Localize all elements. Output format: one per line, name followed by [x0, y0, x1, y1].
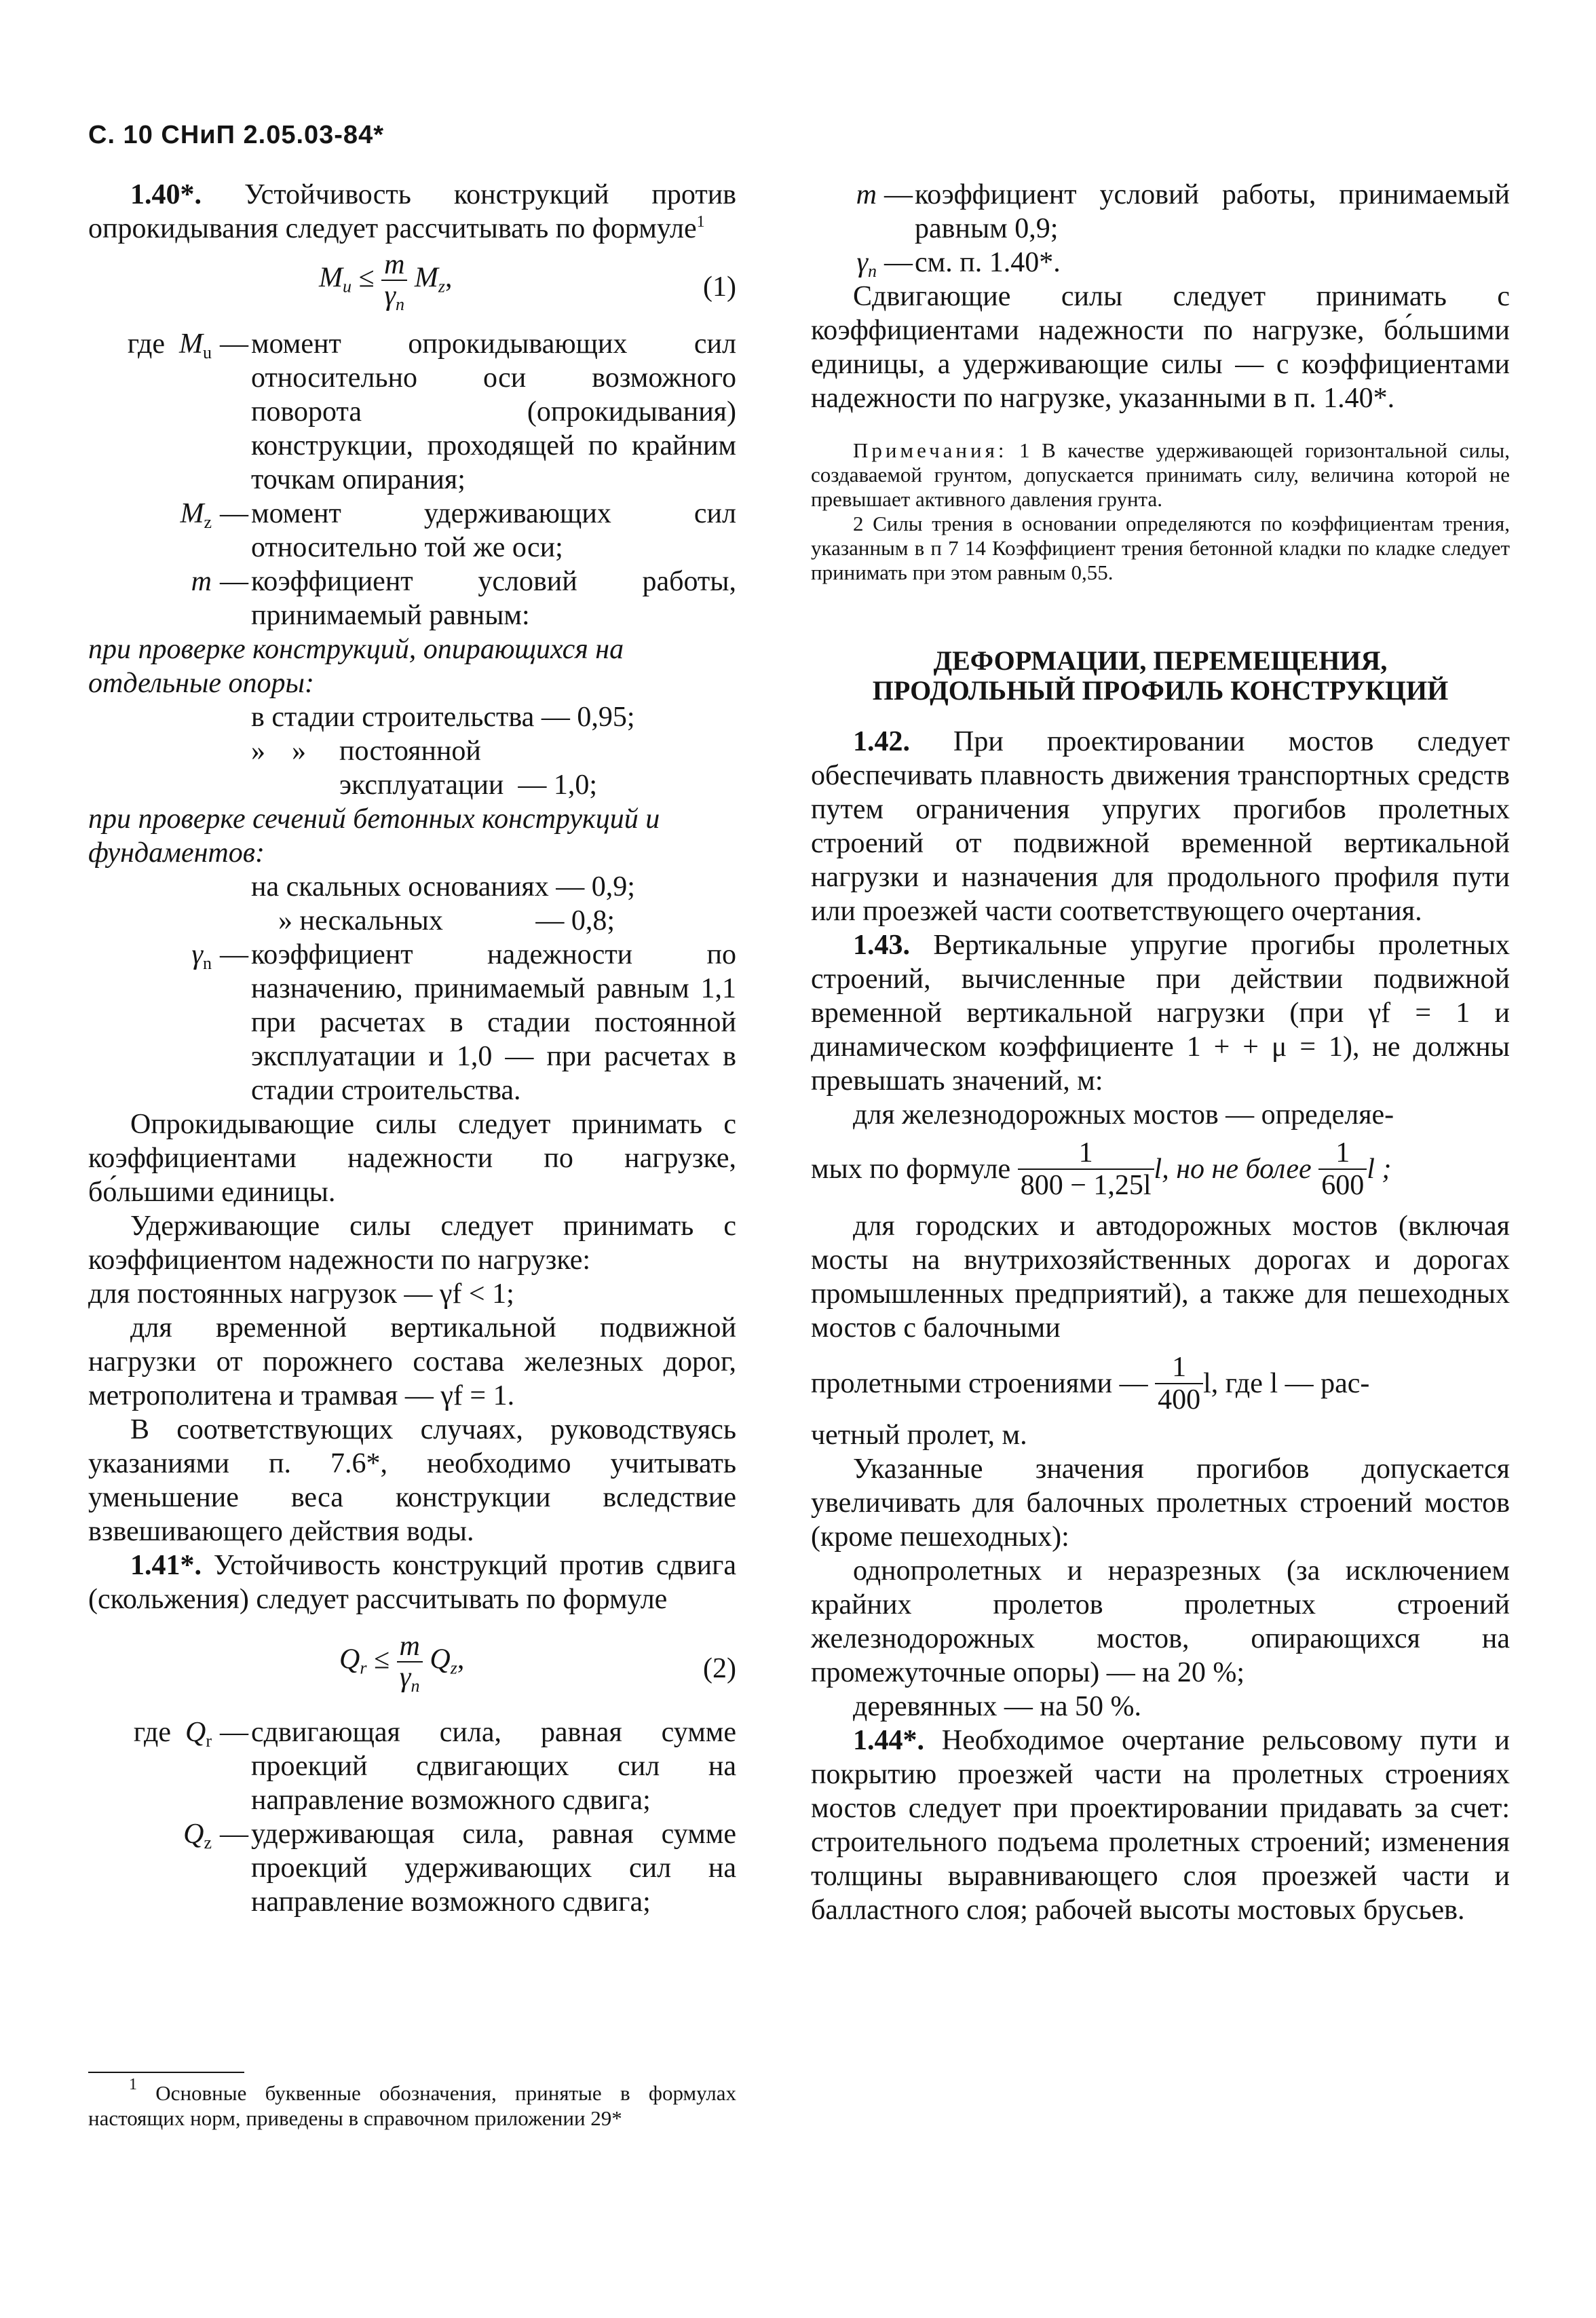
- fraction-denominator: 600: [1321, 1170, 1365, 1201]
- fraction-numerator: m: [397, 1631, 423, 1662]
- definitions-1: где $M_u$ — момент опрокидывающих сил относительно оси возможного поворота (опрокидывания) конструкции, проходящей по крайним точкам опирания; $M_z$ — момент удерживающих сил относительно той же оси; m — коэффициент условий работы, принимаемый равным:: [88, 327, 736, 632]
- clause-text: Вертикальные упругие прогибы пролетных строений, вычисленные при действии подвижной временной вертикальной нагрузки (при γf = 1 и динамическом коэффициенте 1 + + μ = 1), не должны превышать значений, м:: [811, 930, 1510, 1097]
- paragraph: Удерживающие силы следует принимать с коэффициентом надежности по нагрузке:: [88, 1211, 736, 1276]
- formula-number: (1): [703, 271, 736, 303]
- note-text: 1 В качестве удерживающей горизонтальной силы, создаваемой грунтом, допускается принимать силу, величина которой не превышает активного давления грунта.: [811, 438, 1510, 511]
- paragraph: для временной вертикальной подвижной нагрузки от порожнего состава железных дорог, метрополитена и трамвая — γf = 1.: [88, 1312, 736, 1411]
- fraction-denominator: 800 − 1,25l: [1020, 1170, 1152, 1201]
- formula-subscript: u: [343, 276, 352, 297]
- fraction-denominator: 400: [1158, 1384, 1201, 1416]
- formula-subscript: r: [360, 1658, 367, 1678]
- notes: [811, 438, 1510, 585]
- heading-line: ПРОДОЛЬНЫЙ ПРОФИЛЬ КОНСТРУКЦИЙ: [872, 675, 1449, 706]
- paragraph: Опрокидывающие силы следует принимать с коэффициентами надежности по нагрузке, бо́льшими единицы.: [88, 1109, 736, 1208]
- paragraph: для городских и автодорожных мостов (включая мосты на внутрихозяйственных дорогах и дорогах промышленных предприятий), а также для пешеходных мостов с балочными: [811, 1211, 1510, 1344]
- formula-2: [88, 1627, 736, 1715]
- clause-number: 1.42.: [853, 726, 910, 757]
- left-column: [88, 178, 736, 1919]
- clause-text: Устойчивость конструкций против опрокидывания следует рассчитывать по формуле: [88, 179, 737, 244]
- definition-text: коэффициент условий работы, принимаемый равным:: [251, 566, 736, 631]
- formula-fraction: [397, 1631, 423, 1696]
- formula-comma: ,: [457, 1644, 465, 1675]
- formula-text: мых по формуле: [811, 1154, 1011, 1185]
- formula-comma: ,: [445, 262, 453, 294]
- clause-text: Необходимое очертание рельсовому пути и покрытию проезжей части на пролетных строениях мостов следует при проектировании придавать за счет: строительного подъема пролетных строений; изменения толщины выравнивающего слоя проезжей части и балластного слоя; рабочей высоты мостовых брусьев.: [811, 1725, 1510, 1926]
- definition-text: коэффициент условий работы, принимаемый равным 0,9;: [915, 179, 1510, 244]
- where-word: где: [133, 1717, 171, 1748]
- clause-text: Устойчивость конструкций против сдвига (скольжения) следует рассчитывать по формуле: [88, 1550, 736, 1615]
- definition-symbol: $\gamma_n$: [856, 247, 877, 281]
- footnote-divider: [88, 2072, 244, 2073]
- fraction-numerator: 1: [1155, 1352, 1203, 1384]
- page-header: С. 10 СНиП 2.05.03-84*: [88, 121, 384, 149]
- coefficient-list: [88, 870, 736, 938]
- formula-fraction: [381, 249, 407, 314]
- formula-subscript: z: [438, 276, 446, 297]
- fraction-numerator: 1: [1018, 1137, 1154, 1170]
- note-2: 2 Силы трения в основании определяются по коэффициентам трения, указанным в п 7 14 Коэффициент трения бетонной кладки по кладке следует принимать при этом равным 0,55.: [811, 512, 1510, 584]
- fraction-denominator: $\gamma_n$: [384, 280, 405, 314]
- definitions-2: где $Q_r$ — сдвигающая сила, равная сумме проекций сдвигающих сил на направление возможного сдвига; $Q_z$ — удерживающая сила, равная сумме проекций удерживающих сил на направление возможного сдвига;: [88, 1715, 736, 1919]
- formula-text: l, но не более: [1154, 1154, 1312, 1185]
- right-column: [811, 178, 1510, 1927]
- clause-1-43: [811, 928, 1510, 1098]
- definition-symbol: $Q_z$: [183, 1819, 212, 1852]
- clause-number: 1.40*.: [130, 179, 202, 210]
- formula-symbol: Q: [339, 1644, 360, 1675]
- paragraph: В соответствующих случаях, руководствуясь указаниями п. 7.6*, необходимо учитывать уменьшение веса конструкции вследствие взвешивающего действия воды.: [88, 1414, 736, 1547]
- formula-text: l ;: [1367, 1154, 1392, 1185]
- fraction-denominator: $\gamma_n$: [399, 1662, 420, 1696]
- formula-fraction: [1155, 1352, 1203, 1416]
- definition-text: см. п. 1.40*.: [915, 247, 1061, 278]
- formula-number: (2): [703, 1653, 736, 1684]
- formula-operator: ≤: [373, 1644, 390, 1675]
- formula-symbol: Q: [430, 1644, 451, 1675]
- formula-symbol: M: [414, 262, 438, 294]
- coefficient-line: на скальных основаниях — 0,9;: [251, 871, 635, 902]
- footnote: [88, 2076, 736, 2131]
- footnote-text: Основные буквенные обозначения, принятые в формулах настоящих норм, приведены в справочном приложении 29*: [88, 2081, 736, 2130]
- paragraph: деревянных — на 50 %.: [853, 1691, 1142, 1722]
- clause-text: При проектировании мостов следует обеспечивать плавность движения транспортных средств путем ограничения упругих прогибов пролетных строений от подвижной временной вертикальной нагрузки и назначения для продольного профиля пути или проезжей части соответствующего очертания.: [811, 726, 1510, 927]
- clause-1-42: [811, 725, 1510, 928]
- ditto-mark: »: [292, 736, 306, 767]
- formula-fraction: [1018, 1137, 1154, 1201]
- paragraph: для постоянных нагрузок — γf < 1;: [88, 1278, 514, 1310]
- paragraph: Указанные значения прогибов допускается увеличивать для балочных пролетных строений мостов (кроме пешеходных):: [811, 1454, 1510, 1553]
- definition-symbol: m: [191, 566, 212, 597]
- paragraph: однопролетных и неразрезных (за исключением крайних пролетов пролетных строений железнодорожных мостов, опирающихся на промежуточные опоры) — на 20 %;: [811, 1555, 1510, 1688]
- clause-1-44: [811, 1724, 1510, 1927]
- clause-1-41: [88, 1548, 736, 1616]
- clause-number: 1.41*.: [130, 1550, 202, 1581]
- formula-symbol: M: [319, 262, 343, 294]
- section-heading: [811, 646, 1510, 706]
- definition-gamma: $\gamma_n$ — коэффициент надежности по назначению, принимаемый равным 1,1 при расчетах в стадии постоянной эксплуатации и 1,0 — при расчетах в стадии строительства.: [88, 938, 736, 1107]
- definition-symbol: $M_z$: [180, 498, 212, 532]
- definition-text: момент опрокидывающих сил относительно оси возможного поворота (опрокидывания) конструкции, проходящей по крайним точкам опирания;: [251, 328, 736, 495]
- paragraph: четный пролет, м.: [811, 1420, 1027, 1451]
- ditto-mark: »: [251, 736, 265, 767]
- definition-symbol: $\gamma_n$: [191, 939, 212, 973]
- footnote-mark: 1: [129, 2076, 137, 2093]
- formula-fraction: [1318, 1137, 1367, 1201]
- footnote-ref: 1: [696, 213, 705, 231]
- coefficient-list: [88, 700, 736, 802]
- definition-symbol: где $Q_r$: [133, 1717, 212, 1751]
- fraction-numerator: m: [381, 250, 407, 281]
- formula-text: пролетными строениями —: [811, 1368, 1148, 1399]
- coefficient-text: постоянной: [339, 736, 481, 767]
- coefficient-line: » нескальных — 0,8;: [278, 905, 615, 936]
- definition-symbol: где $M_u$: [127, 328, 212, 362]
- formula-rail: [811, 1137, 1510, 1201]
- note-1: [811, 438, 1510, 512]
- definition-text: момент удерживающих сил относительно той же оси;: [251, 498, 736, 563]
- case-heading: при проверке сечений бетонных конструкций и фундаментов:: [88, 803, 660, 869]
- definition-text: коэффициент надежности по назначению, принимаемый равным 1,1 при расчетах в стадии постоянной эксплуатации и 1,0 — при расчетах в стадии строительства.: [251, 939, 736, 1106]
- where-word: где: [127, 328, 165, 360]
- clause-number: 1.44*.: [853, 1725, 924, 1756]
- heading-line: ДЕФОРМАЦИИ, ПЕРЕМЕЩЕНИЯ,: [933, 645, 1388, 676]
- coefficient-line: в стадии строительства — 0,95;: [251, 702, 635, 733]
- paragraph: Сдвигающие силы следует принимать с коэффициентами надежности по нагрузке, бо́льшими единицы, а удерживающие силы — с коэффициентами надежности по нагрузке, указанными в п. 1.40*.: [811, 281, 1510, 414]
- fraction-numerator: 1: [1318, 1137, 1367, 1170]
- notes-label: Примечания:: [853, 438, 1008, 462]
- formula-subscript: z: [450, 1658, 457, 1678]
- coefficient-line: [251, 734, 736, 768]
- definition-text: сдвигающая сила, равная сумме проекций сдвигающих сил на направление возможного сдвига;: [251, 1717, 736, 1816]
- formula-text: l, где l — рас-: [1203, 1368, 1370, 1399]
- formula-operator: ≤: [358, 262, 375, 294]
- clause-number: 1.43.: [853, 930, 910, 961]
- definition-text: удерживающая сила, равная сумме проекций удерживающих сил на направление возможного сдвига;: [251, 1819, 736, 1918]
- formula-1: [88, 246, 736, 327]
- definitions-continued: m — коэффициент условий работы, принимаемый равным 0,9; $\gamma_n$ — см. п. 1.40*.: [811, 178, 1510, 280]
- coefficient-line: эксплуатации — 1,0;: [339, 770, 598, 801]
- definition-symbol: m: [856, 179, 877, 210]
- paragraph: для железнодорожных мостов — определяе-: [853, 1099, 1394, 1130]
- case-heading: при проверке конструкций, опирающихся на отдельные опоры:: [88, 634, 624, 699]
- clause-1-40: [88, 178, 736, 246]
- formula-city: [811, 1352, 1510, 1416]
